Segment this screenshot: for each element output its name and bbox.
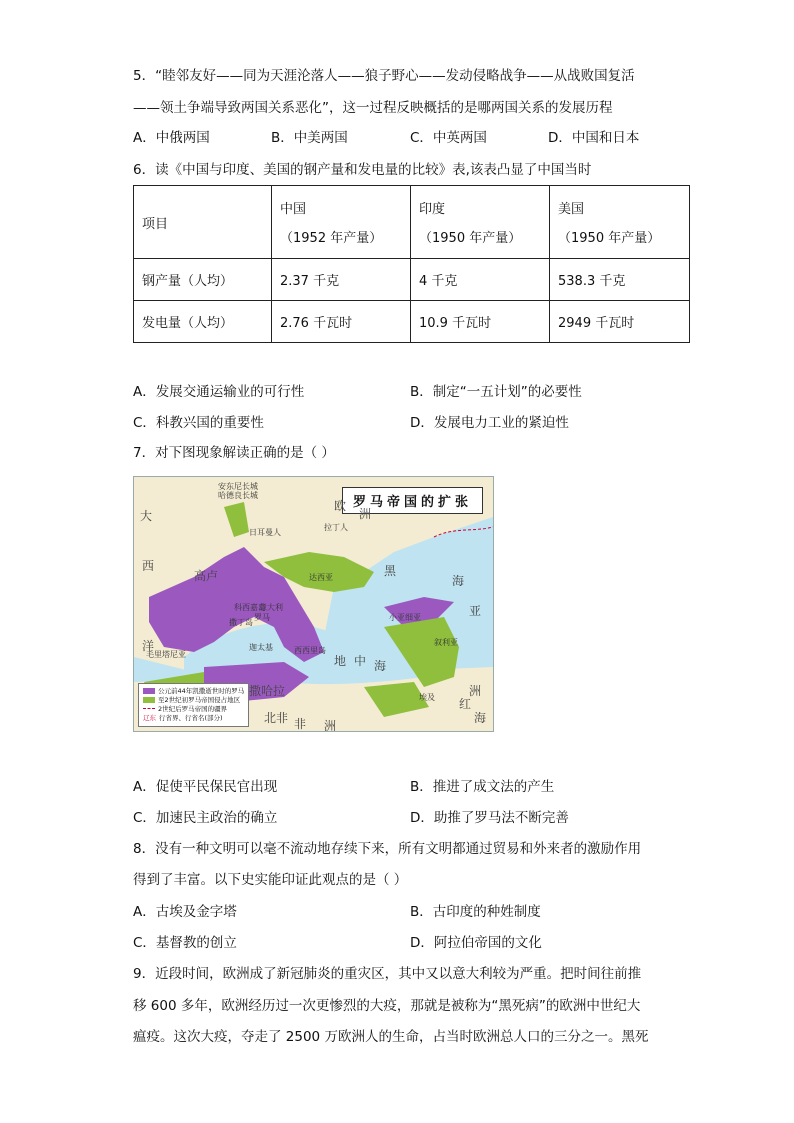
map-label: 毛里塔尼亚 bbox=[146, 650, 186, 659]
legend-swatch-dash bbox=[143, 708, 155, 709]
map-label: 非 bbox=[294, 717, 307, 731]
legend-icon-text: 辽东 bbox=[143, 714, 156, 722]
q7-option-d[interactable]: D．助推了罗马法不断完善 bbox=[410, 810, 569, 826]
q9-stem-line-2: 移 600 多年，欧洲经历过一次更惨烈的大疫，那就是被称为“黑死病”的欧洲中世纪大 bbox=[133, 998, 641, 1014]
table-cell: 10.9 千瓦时 bbox=[411, 301, 550, 343]
q5-stem-line-1: 5．“睦邻友好——同为天涯沦落人——狼子野心——发动侵略战争——从战败国复活 bbox=[133, 68, 635, 84]
map-title: 罗马帝国的扩张 bbox=[342, 487, 483, 514]
map-label: 日耳曼人 bbox=[249, 528, 281, 537]
map-label: 安东尼长城 bbox=[218, 482, 258, 491]
table-cell: 发电量（人均） bbox=[134, 301, 272, 343]
map-label: 洲 bbox=[359, 507, 372, 521]
legend-label: 行省界、行省名(部分) bbox=[159, 714, 223, 722]
legend-item bbox=[143, 714, 244, 723]
q5-option-d[interactable]: D．中国和日本 bbox=[548, 130, 640, 146]
table-header-cell bbox=[550, 186, 690, 259]
map-label: 叙利亚 bbox=[434, 638, 458, 647]
legend-label: 2世纪后罗马帝国的疆界 bbox=[158, 705, 228, 713]
q8-option-b[interactable]: B．古印度的种姓制度 bbox=[410, 904, 541, 920]
map-label: 意大利 bbox=[259, 603, 283, 612]
comparison-table bbox=[133, 185, 690, 343]
map-label: 海 bbox=[374, 659, 387, 673]
q7-option-b[interactable]: B．推进了成文法的产生 bbox=[410, 779, 555, 795]
table-header-title: 项目 bbox=[142, 216, 169, 232]
table-header-sub: （1952 年产量） bbox=[280, 231, 383, 246]
table-cell: 钢产量（人均） bbox=[134, 259, 272, 301]
table-cell: 2.76 千瓦时 bbox=[272, 301, 411, 343]
table-header-cell bbox=[272, 186, 411, 259]
q6-option-c[interactable]: C．科教兴国的重要性 bbox=[133, 415, 264, 431]
map-label: 小亚细亚 bbox=[389, 613, 421, 622]
table-header-row bbox=[134, 186, 690, 259]
map-label: 撒哈拉 bbox=[249, 684, 286, 698]
map-label: 欧 bbox=[334, 499, 347, 513]
table-header-title: 印度 bbox=[419, 202, 446, 217]
table-header-title: 中国 bbox=[280, 202, 307, 217]
table-cell: 4 千克 bbox=[411, 259, 550, 301]
q8-option-a[interactable]: A．古埃及金字塔 bbox=[133, 904, 237, 920]
legend-swatch-green bbox=[143, 697, 155, 703]
table-header-cell bbox=[411, 186, 550, 259]
table-cell: 538.3 千克 bbox=[550, 259, 690, 301]
legend-label: 公元前44年凯撒逝世时的罗马 bbox=[158, 687, 245, 695]
table-header-cell bbox=[134, 186, 272, 259]
map-label: 北非 bbox=[264, 711, 289, 725]
q8-option-c[interactable]: C．基督教的创立 bbox=[133, 935, 237, 951]
map-label: 海 bbox=[474, 711, 487, 725]
map-label: 埃及 bbox=[419, 693, 435, 702]
table-header-sub: （1950 年产量） bbox=[419, 231, 522, 246]
map-legend bbox=[138, 683, 249, 727]
map-label: 地 bbox=[334, 654, 347, 668]
roman-empire-map bbox=[133, 476, 494, 732]
table-cell: 2.37 千克 bbox=[272, 259, 411, 301]
q6-option-b[interactable]: B．制定“一五计划”的必要性 bbox=[410, 384, 582, 400]
map-label: 科西嘉岛 bbox=[234, 603, 266, 612]
q5-stem-line-2: ——领土争端导致两国关系恶化”，这一过程反映概括的是哪两国关系的发展历程 bbox=[133, 100, 613, 116]
table-row bbox=[134, 301, 690, 343]
q6-option-d[interactable]: D．发展电力工业的紧迫性 bbox=[410, 415, 569, 431]
q5-option-c[interactable]: C．中英两国 bbox=[410, 130, 487, 146]
table-row bbox=[134, 259, 690, 301]
table-header-title: 美国 bbox=[558, 202, 585, 217]
map-label: 洲 bbox=[324, 719, 337, 732]
map-label: 亚 bbox=[469, 604, 482, 618]
map-label: 达西亚 bbox=[309, 573, 333, 582]
legend-swatch-purple bbox=[143, 688, 155, 694]
map-label: 西 bbox=[142, 559, 155, 573]
q6-option-a[interactable]: A．发展交通运输业的可行性 bbox=[133, 384, 305, 400]
map-label: 大 bbox=[140, 509, 153, 523]
table-cell: 2949 千瓦时 bbox=[550, 301, 690, 343]
legend-item bbox=[143, 705, 244, 714]
map-label: 红 bbox=[459, 697, 472, 711]
q9-stem-line-3: 瘟疫。这次大疫，夺走了 2500 万欧洲人的生命，占当时欧洲总人口的三分之一。黑死 bbox=[133, 1029, 649, 1045]
q5-option-b[interactable]: B．中美两国 bbox=[271, 130, 348, 146]
map-label: 海 bbox=[452, 574, 465, 588]
q7-stem: 7．对下图现象解读正确的是（ ） bbox=[133, 445, 335, 461]
q5-option-a[interactable]: A．中俄两国 bbox=[133, 130, 210, 146]
legend-item bbox=[143, 696, 244, 705]
legend-label: 至2世纪初罗马帝国侵占地区 bbox=[158, 696, 241, 704]
map-label: 高卢 bbox=[194, 569, 219, 583]
map-label: 罗马 bbox=[254, 613, 270, 622]
q6-stem: 6．读《中国与印度、美国的钢产量和发电量的比较》表,该表凸显了中国当时 bbox=[133, 162, 592, 178]
q7-option-c[interactable]: C．加速民主政治的确立 bbox=[133, 810, 278, 826]
q8-stem-line-1: 8．没有一种文明可以毫不流动地存续下来，所有文明都通过贸易和外来者的激励作用 bbox=[133, 841, 642, 857]
q9-stem-line-1: 9．近段时间，欧洲成了新冠肺炎的重灾区，其中又以意大利较为严重。把时间往前推 bbox=[133, 966, 642, 982]
map-label: 迦太基 bbox=[249, 643, 273, 652]
q8-option-d[interactable]: D．阿拉伯帝国的文化 bbox=[410, 935, 542, 951]
map-label: 哈德良长城 bbox=[218, 491, 258, 500]
q8-stem-line-2: 得到了丰富。以下史实能印证此观点的是（ ） bbox=[133, 872, 408, 888]
map-label: 撒丁岛 bbox=[229, 618, 253, 627]
map-label: 黑 bbox=[384, 564, 397, 578]
map-label: 西西里岛 bbox=[294, 646, 326, 655]
map-label: 拉丁人 bbox=[324, 523, 348, 532]
legend-item bbox=[143, 687, 244, 696]
map-label: 中 bbox=[354, 654, 367, 668]
q7-option-a[interactable]: A．促使平民保民官出现 bbox=[133, 779, 278, 795]
table-header-sub: （1950 年产量） bbox=[558, 231, 661, 246]
map-label: 洲 bbox=[469, 684, 482, 698]
map-label: 洋 bbox=[142, 639, 155, 653]
